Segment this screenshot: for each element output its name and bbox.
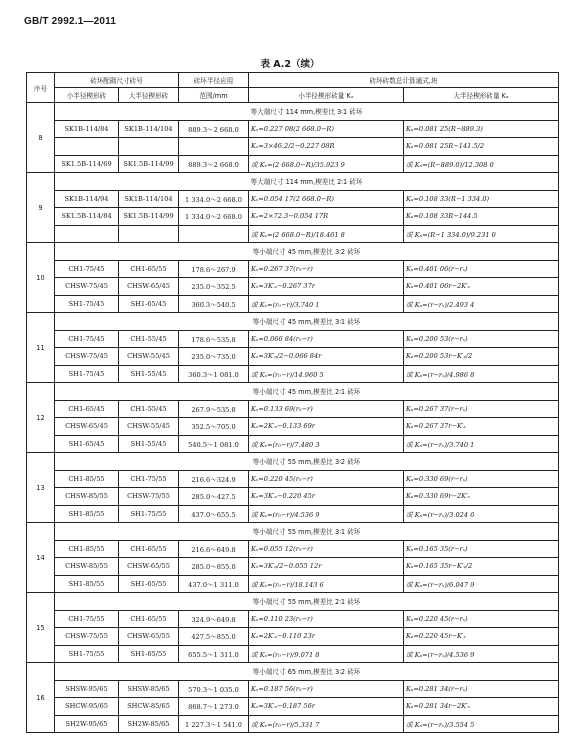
table-row bbox=[27, 295, 559, 313]
section-title: 等小端尺寸 45 mm,楔差比 3∶1 砖环 bbox=[55, 313, 559, 331]
section-title-row bbox=[27, 383, 559, 401]
ka-formula-cell: Kₓ=3K′ₐ/2−0.055 12r bbox=[249, 558, 404, 576]
kd-formula-cell: Kₐ=0.220 45(r−rₓ) bbox=[404, 610, 559, 628]
table-row bbox=[27, 260, 559, 278]
ka-formula-cell: 或 Kₓ=(r₀−r)/14.960 5 bbox=[249, 365, 404, 383]
small-wedge-brick-cell: SH1-85/55 bbox=[55, 505, 119, 523]
large-wedge-brick-cell: SK1.5B-114/99 bbox=[119, 208, 179, 226]
radius-range-cell: 178.6～535.8 bbox=[179, 330, 249, 348]
large-wedge-brick-cell: SH2W-85/65 bbox=[119, 715, 179, 733]
small-wedge-brick-cell: SHCW-95/65 bbox=[55, 698, 119, 716]
kd-formula-cell: 或 Kₐ=(r−rₓ)/4.986 8 bbox=[404, 365, 559, 383]
section-title: 等小端尺寸 55 mm,楔差比 3∶2 砖环 bbox=[55, 453, 559, 471]
small-wedge-brick-cell: CH1-85/55 bbox=[55, 540, 119, 558]
kd-formula-cell: Kₐ=0.267 37(r−rₓ) bbox=[404, 400, 559, 418]
ka-formula-cell: Kₓ=0.110 23(r₀−r) bbox=[249, 610, 404, 628]
radius-range-cell: 360.3～1 081.0 bbox=[179, 365, 249, 383]
column-header-seq: 序号 bbox=[27, 73, 55, 103]
table-row bbox=[27, 470, 559, 488]
large-wedge-brick-cell: CH1-55/45 bbox=[119, 330, 179, 348]
small-wedge-brick-cell: SH1-75/55 bbox=[55, 645, 119, 663]
document-header: GB/T 2992.1—2011 bbox=[24, 16, 117, 27]
ka-formula-cell: Kₓ=0.133 69(r₀−r) bbox=[249, 400, 404, 418]
column-header-small-wedge: 小半径楔形砖 bbox=[55, 88, 119, 103]
section-seq-number: 9 bbox=[27, 173, 55, 243]
table-row bbox=[27, 208, 559, 226]
radius-range-cell: 235.0～735.0 bbox=[179, 348, 249, 366]
table-caption: 表 A.2（续） bbox=[260, 59, 320, 70]
kd-formula-cell: Kₐ=0.267 37r−K′ₓ bbox=[404, 418, 559, 436]
section-title: 等小端尺寸 45 mm,楔差比 2∶1 砖环 bbox=[55, 383, 559, 401]
section-title-row bbox=[27, 523, 559, 541]
small-wedge-brick-cell: CHSW-65/45 bbox=[55, 418, 119, 436]
small-wedge-brick-cell: CHSW-75/45 bbox=[55, 348, 119, 366]
table-row bbox=[27, 540, 559, 558]
ka-formula-cell: 或 Kₓ=(2 668.0−R)/18.461 8 bbox=[249, 225, 404, 243]
section-title-row bbox=[27, 313, 559, 331]
table-row bbox=[27, 138, 559, 156]
ka-formula-cell: 或 Kₓ=(r₀−r)/3.740 1 bbox=[249, 295, 404, 313]
large-wedge-brick-cell: CHSW-65/55 bbox=[119, 628, 179, 646]
section-title-row bbox=[27, 453, 559, 471]
radius-range-cell: 570.3～1 035.0 bbox=[179, 680, 249, 698]
ka-formula-cell: Kₓ=2×72.3−0.054 17R bbox=[249, 208, 404, 226]
large-wedge-brick-cell: SH1-55/45 bbox=[119, 365, 179, 383]
kd-formula-cell: 或 Kₐ=(r−rₓ)/3.554 5 bbox=[404, 715, 559, 733]
large-wedge-brick-cell: CHSW-55/45 bbox=[119, 418, 179, 436]
ka-formula-cell: Kₓ=0.187 56(r₀−r) bbox=[249, 680, 404, 698]
small-wedge-brick-cell: CHSW-75/45 bbox=[55, 278, 119, 296]
radius-range-cell: 437.0～655.5 bbox=[179, 505, 249, 523]
ka-formula-cell: Kₓ=0.066 84(r₀−r) bbox=[249, 330, 404, 348]
small-wedge-brick-cell: SH1-75/45 bbox=[55, 295, 119, 313]
large-wedge-brick-cell: CHSW-55/45 bbox=[119, 348, 179, 366]
kd-formula-cell: Kₐ=0.330 69r−2K′ₓ bbox=[404, 488, 559, 506]
small-wedge-brick-cell: CHSW-85/55 bbox=[55, 558, 119, 576]
kd-formula-cell: Kₐ=0.330 69(r−rₓ) bbox=[404, 470, 559, 488]
kd-formula-cell: Kₐ=0.401 06r−2K′ₓ bbox=[404, 278, 559, 296]
large-wedge-brick-cell: SH1-65/55 bbox=[119, 575, 179, 593]
section-title-row bbox=[27, 243, 559, 261]
radius-range-cell: 540.5～1 081.0 bbox=[179, 435, 249, 453]
radius-range-cell: 216.6～649.8 bbox=[179, 540, 249, 558]
small-wedge-brick-cell: CH1-85/55 bbox=[55, 470, 119, 488]
table-row bbox=[27, 155, 559, 173]
radius-range-cell: 1 334.0～2 668.0 bbox=[179, 190, 249, 208]
ka-formula-cell: 或 Kₓ=(r₀−r)/9.071 8 bbox=[249, 645, 404, 663]
large-wedge-brick-cell: SK1.5B-114/99 bbox=[119, 155, 179, 173]
table-row bbox=[27, 698, 559, 716]
kd-formula-cell: Kₐ=0.165 35(r−rₓ) bbox=[404, 540, 559, 558]
small-wedge-brick-cell: SK1.5B-114/69 bbox=[55, 155, 119, 173]
small-wedge-brick-cell: SHSW-95/65 bbox=[55, 680, 119, 698]
radius-range-cell: 437.0～1 311.0 bbox=[179, 575, 249, 593]
table-row bbox=[27, 488, 559, 506]
radius-range-cell: 285.0～427.5 bbox=[179, 488, 249, 506]
section-seq-number: 15 bbox=[27, 593, 55, 663]
radius-range-cell: 285.0～855.0 bbox=[179, 558, 249, 576]
ka-formula-cell: 或 Kₓ=(r₀−r)/18.143 6 bbox=[249, 575, 404, 593]
radius-range-cell: 1 334.0～2 668.0 bbox=[179, 208, 249, 226]
small-wedge-brick-cell: SH1-65/45 bbox=[55, 435, 119, 453]
table-row bbox=[27, 435, 559, 453]
kd-formula-cell: 或 Kₐ=(r−rₓ)/3.024 6 bbox=[404, 505, 559, 523]
radius-range-cell: 178.6～267.9 bbox=[179, 260, 249, 278]
table-row bbox=[27, 680, 559, 698]
ka-formula-cell: Kₓ=0.227 08(2 668.0−R) bbox=[249, 120, 404, 138]
table-row bbox=[27, 610, 559, 628]
large-wedge-brick-cell: SHSW-85/65 bbox=[119, 680, 179, 698]
section-seq-number: 13 bbox=[27, 453, 55, 523]
ka-formula-cell: Kₓ=2K′ₐ−0.110 23r bbox=[249, 628, 404, 646]
small-wedge-brick-cell bbox=[55, 225, 119, 243]
radius-range-cell: 267.9～535.8 bbox=[179, 400, 249, 418]
radius-range-cell bbox=[179, 138, 249, 156]
small-wedge-brick-cell: SK1B-114/84 bbox=[55, 120, 119, 138]
kd-formula-cell: 或 Kₐ=(r−rₓ)/6.047 9 bbox=[404, 575, 559, 593]
kd-formula-cell: Kₐ=0.165 35r−K′ₓ/2 bbox=[404, 558, 559, 576]
large-wedge-brick-cell bbox=[119, 225, 179, 243]
radius-range-cell: 889.3～2 668.0 bbox=[179, 120, 249, 138]
radius-range-cell: 216.6～324.9 bbox=[179, 470, 249, 488]
table-row bbox=[27, 365, 559, 383]
small-wedge-brick-cell: SK1B-114/94 bbox=[55, 190, 119, 208]
section-seq-number: 11 bbox=[27, 313, 55, 383]
kd-formula-cell: 或 Kₐ=(r−rₓ)/3.740 1 bbox=[404, 435, 559, 453]
small-wedge-brick-cell: CH1-75/55 bbox=[55, 610, 119, 628]
radius-range-cell: 235.0～352.5 bbox=[179, 278, 249, 296]
table-row bbox=[27, 575, 559, 593]
radius-range-cell: 427.5～855.0 bbox=[179, 628, 249, 646]
table-body bbox=[27, 103, 559, 733]
section-seq-number: 10 bbox=[27, 243, 55, 313]
ka-formula-cell: 或 Kₓ=(r₀−r)/4.536 9 bbox=[249, 505, 404, 523]
large-wedge-brick-cell: SH1-65/45 bbox=[119, 295, 179, 313]
section-title-row bbox=[27, 103, 559, 121]
ka-formula-cell: Kₓ=0.055 12(r₀−r) bbox=[249, 540, 404, 558]
small-wedge-brick-cell: SH1-85/55 bbox=[55, 575, 119, 593]
large-wedge-brick-cell: CH1-65/55 bbox=[119, 260, 179, 278]
table-row bbox=[27, 225, 559, 243]
table-row bbox=[27, 120, 559, 138]
kd-formula-cell: Kₐ=0.108 33R−144.5 bbox=[404, 208, 559, 226]
radius-range-cell: 352.5～705.0 bbox=[179, 418, 249, 436]
column-header-brick-group: 砖环配砌尺寸砖号 bbox=[55, 73, 179, 88]
ka-formula-cell: 或 Kₓ=(r₀−r)/7.480 3 bbox=[249, 435, 404, 453]
large-wedge-brick-cell: CH1-65/55 bbox=[119, 610, 179, 628]
column-header-kd: 大半径楔形砖量 Kₐ bbox=[404, 88, 559, 103]
section-title: 等大端尺寸 114 mm,楔差比 2∶1 砖环 bbox=[55, 173, 559, 191]
kd-formula-cell: Kₐ=0.220 45r−K′ₓ bbox=[404, 628, 559, 646]
table-row bbox=[27, 348, 559, 366]
kd-formula-cell: Kₐ=0.108 33(R−1 334.0) bbox=[404, 190, 559, 208]
large-wedge-brick-cell: CHSW-65/45 bbox=[119, 278, 179, 296]
section-title-row bbox=[27, 593, 559, 611]
small-wedge-brick-cell: CHSW-75/55 bbox=[55, 628, 119, 646]
ka-formula-cell: Kₓ=3×46.2/2−0.227 08R bbox=[249, 138, 404, 156]
kd-formula-cell: 或 Kₐ=(R−889.0)/12.308 0 bbox=[404, 155, 559, 173]
column-header-radius-group: 砖环半径应用 bbox=[179, 73, 249, 88]
column-header-calc-group: 砖环砖数总计算通式,块 bbox=[249, 73, 559, 88]
small-wedge-brick-cell: SH2W-95/65 bbox=[55, 715, 119, 733]
section-seq-number: 8 bbox=[27, 103, 55, 173]
kd-formula-cell: Kₐ=0.081 25R−141.5/2 bbox=[404, 138, 559, 156]
kd-formula-cell: Kₐ=0.281 34(r−rₓ) bbox=[404, 680, 559, 698]
kd-formula-cell: 或 Kₐ=(r−rₓ)/4.536 9 bbox=[404, 645, 559, 663]
table-row bbox=[27, 558, 559, 576]
radius-range-cell: 1 227.3～1 541.0 bbox=[179, 715, 249, 733]
section-title: 等小端尺寸 55 mm,楔差比 2∶1 砖环 bbox=[55, 593, 559, 611]
ka-formula-cell: Kₓ=0.054 17(2 668.0−R) bbox=[249, 190, 404, 208]
table-row bbox=[27, 400, 559, 418]
large-wedge-brick-cell: SK1B-114/104 bbox=[119, 120, 179, 138]
column-header-large-wedge: 大半径楔形砖 bbox=[119, 88, 179, 103]
section-title-row bbox=[27, 173, 559, 191]
small-wedge-brick-cell: CH1-75/45 bbox=[55, 260, 119, 278]
section-title: 等小端尺寸 45 mm,楔差比 3∶2 砖环 bbox=[55, 243, 559, 261]
ka-formula-cell: 或 Kₓ=(r₀−r)/5.331 7 bbox=[249, 715, 404, 733]
section-title-row bbox=[27, 663, 559, 681]
ka-formula-cell: Kₓ=3K′ₐ−0.267 37r bbox=[249, 278, 404, 296]
section-seq-number: 16 bbox=[27, 663, 55, 733]
ka-formula-cell: Kₓ=0.220 45(r₀−r) bbox=[249, 470, 404, 488]
ka-formula-cell: Kₓ=3K′ₐ/2−0.066 84r bbox=[249, 348, 404, 366]
table-row bbox=[27, 190, 559, 208]
small-wedge-brick-cell: SK1.5B-114/84 bbox=[55, 208, 119, 226]
large-wedge-brick-cell: CH1-75/55 bbox=[119, 470, 179, 488]
section-title: 等小端尺寸 55 mm,楔差比 3∶1 砖环 bbox=[55, 523, 559, 541]
large-wedge-brick-cell: SH1-75/55 bbox=[119, 505, 179, 523]
ka-formula-cell: Kₓ=0.267 37(r₀−r) bbox=[249, 260, 404, 278]
kd-formula-cell: 或 Kₐ=(R−1 334.0)/9.231 0 bbox=[404, 225, 559, 243]
section-seq-number: 12 bbox=[27, 383, 55, 453]
large-wedge-brick-cell bbox=[119, 138, 179, 156]
ka-formula-cell: Kₓ=2K′ₐ−0.133 69r bbox=[249, 418, 404, 436]
radius-range-cell: 868.7～1 273.0 bbox=[179, 698, 249, 716]
small-wedge-brick-cell: CH1-75/45 bbox=[55, 330, 119, 348]
small-wedge-brick-cell: CHSW-85/55 bbox=[55, 488, 119, 506]
kd-formula-cell: Kₐ=0.081 25(R−889.3) bbox=[404, 120, 559, 138]
kd-formula-cell: Kₐ=0.401 06(r−rₓ) bbox=[404, 260, 559, 278]
ka-formula-cell: Kₓ=3K′ₐ−0.187 56r bbox=[249, 698, 404, 716]
table-row bbox=[27, 715, 559, 733]
column-header-radius-range: 范围/mm bbox=[179, 88, 249, 103]
radius-range-cell: 889.3～2 668.0 bbox=[179, 155, 249, 173]
table-row bbox=[27, 418, 559, 436]
table-row bbox=[27, 278, 559, 296]
table-row bbox=[27, 330, 559, 348]
section-title: 等大端尺寸 114 mm,楔差比 3∶1 砖环 bbox=[55, 103, 559, 121]
kd-formula-cell: Kₐ=0.200 53r−K′ₓ/2 bbox=[404, 348, 559, 366]
large-wedge-brick-cell: SH1-55/45 bbox=[119, 435, 179, 453]
radius-range-cell bbox=[179, 225, 249, 243]
section-title: 等小端尺寸 65 mm,楔差比 3∶2 砖环 bbox=[55, 663, 559, 681]
radius-range-cell: 655.5～1 311.0 bbox=[179, 645, 249, 663]
large-wedge-brick-cell: CHSW-75/55 bbox=[119, 488, 179, 506]
large-wedge-brick-cell: SHCW-85/65 bbox=[119, 698, 179, 716]
radius-range-cell: 324.9～649.8 bbox=[179, 610, 249, 628]
table-row bbox=[27, 505, 559, 523]
table-row bbox=[27, 645, 559, 663]
column-header-ka: 小半径楔形砖量 Kₓ bbox=[249, 88, 404, 103]
small-wedge-brick-cell: CH1-65/45 bbox=[55, 400, 119, 418]
ka-formula-cell: Kₓ=3K′ₐ−0.220 45r bbox=[249, 488, 404, 506]
brick-ring-table bbox=[26, 72, 559, 733]
large-wedge-brick-cell: SK1B-114/104 bbox=[119, 190, 179, 208]
large-wedge-brick-cell: CHSW-65/55 bbox=[119, 558, 179, 576]
large-wedge-brick-cell: CH1-55/45 bbox=[119, 400, 179, 418]
table-row bbox=[27, 628, 559, 646]
small-wedge-brick-cell bbox=[55, 138, 119, 156]
kd-formula-cell: 或 Kₐ=(r−rₓ)/2.493 4 bbox=[404, 295, 559, 313]
ka-formula-cell: 或 Kₓ=(2 668.0−R)/35.923 9 bbox=[249, 155, 404, 173]
kd-formula-cell: Kₐ=0.281 34r−2K′ₓ bbox=[404, 698, 559, 716]
large-wedge-brick-cell: CH1-65/55 bbox=[119, 540, 179, 558]
radius-range-cell: 360.3～540.5 bbox=[179, 295, 249, 313]
kd-formula-cell: Kₐ=0.200 53(r−rₓ) bbox=[404, 330, 559, 348]
small-wedge-brick-cell: SH1-75/45 bbox=[55, 365, 119, 383]
section-seq-number: 14 bbox=[27, 523, 55, 593]
large-wedge-brick-cell: SH1-65/55 bbox=[119, 645, 179, 663]
